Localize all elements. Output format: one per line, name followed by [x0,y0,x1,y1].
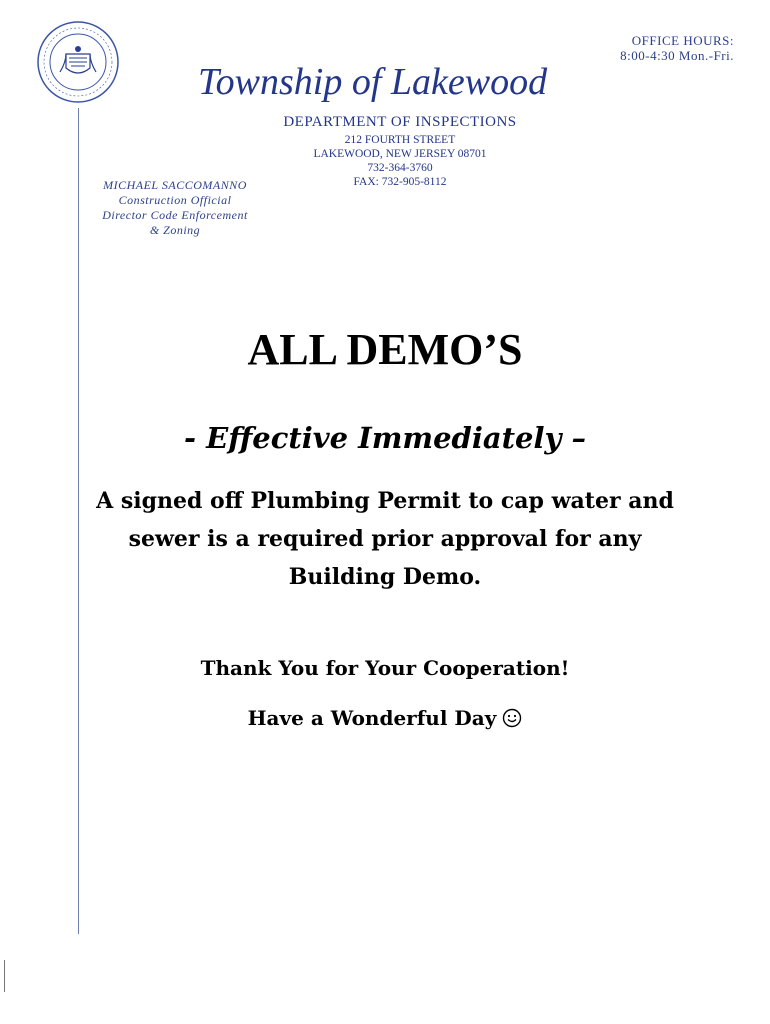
notice-closing: Have a Wonderful Day [247,706,497,730]
notice-effective: - Effective Immediately – [184,421,586,455]
official-title-director: Director Code Enforcement [102,208,248,222]
notice-line-3: Building Demo. [288,564,482,590]
office-hours [620,33,734,63]
township-title: Township of Lakewood [198,61,548,103]
scan-mark [4,960,5,992]
notice-line-1: A signed off Plumbing Permit to cap water and [96,488,674,514]
department-street: 212 FOURTH STREET [344,134,456,146]
department-fax: FAX: 732-905-8112 [353,176,447,188]
office-hours-time: 8:00-4:30 Mon.-Fri. [620,48,734,63]
notice-headline: ALL DEMO’S [247,325,523,374]
margin-rule [78,108,79,934]
official-title: Construction Official [118,193,232,207]
notice-thanks: Thank You for Your Cooperation! [200,656,570,680]
official-block [80,178,270,238]
department-city: LAKEWOOD, NEW JERSEY 08701 [313,148,487,160]
notice-line-2: sewer is a required prior approval for any [128,526,642,552]
department-phone: 732-364-3760 [367,162,433,174]
department-name: DEPARTMENT OF INSPECTIONS [283,114,517,130]
official-name: MICHAEL SACCOMANNO [103,178,247,192]
township-seal-icon [36,20,120,104]
office-hours-label: OFFICE HOURS: [631,33,734,48]
official-title-zoning: & Zoning [149,223,201,237]
smiley-face-icon [502,708,522,728]
notice-closing-line [80,703,690,733]
notice-body [80,482,690,596]
